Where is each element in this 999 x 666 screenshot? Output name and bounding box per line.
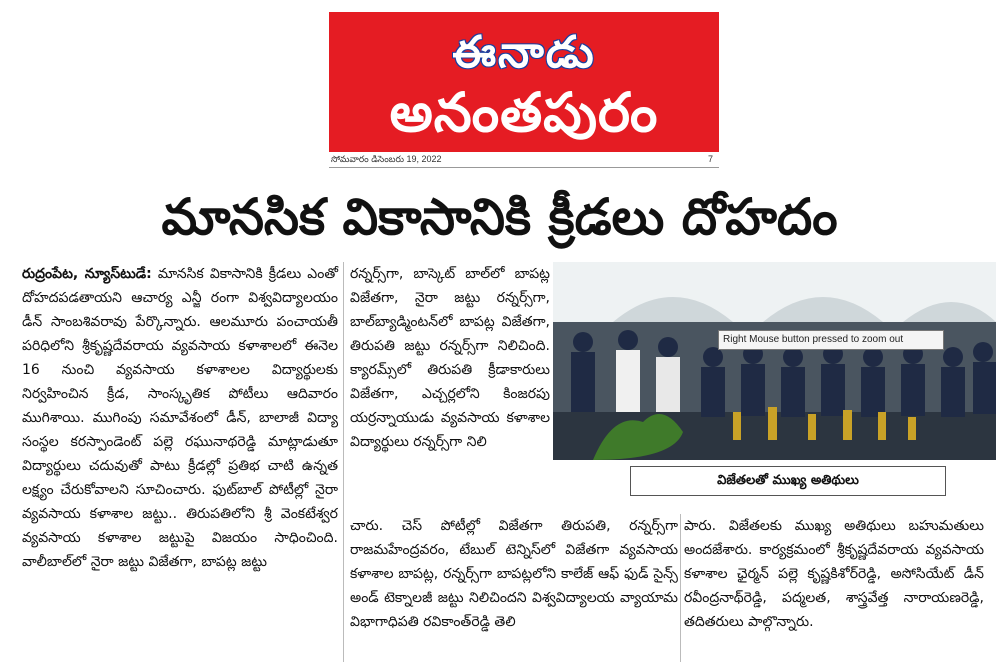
photo-caption: విజేతలతో ముఖ్య అతిథులు: [630, 466, 946, 496]
masthead: [329, 12, 719, 152]
page-number: 7: [707, 154, 713, 164]
article-dateline: రుద్రంపేట, న్యూస్‌టుడే:: [22, 266, 152, 282]
article-body-col1: మానసిక వికాసానికి క్రీడలు ఎంతో దోహదపడతాయని ఆచార్య ఎన్జీ రంగా విశ్వవిద్యాలయం డీన్ సాంబశివరావు పేర్కొన్నారు. ఆలమూరు పంచాయతీ పరిధిలోని శ్రీకృష్ణదేవరాయ వ్యవసాయ కళాశాలలో ఈనెల 16 నుంచి వ్యవసాయ కళాశాలల విద్యార్థులకు నిర్వహించిన క్రీడ, సాంస్కృతిక పోటీలు ఆదివారం ముగిశాయి. ముగింపు సమావేశంలో డీన్, బాలాజీ విద్యా సంస్థల కరస్పాండెంట్ పల్లె రఘునాథరెడ్డి మాట్లాడుతూ విద్యార్థులు చదువుతో పాటు క్రీడల్లో ప్రతిభ చాటి ఉన్నత లక్ష్యం చేరుకోవాలని సూచించారు. ఫుట్‌బాల్ పోటీల్లో నైరా వ్యవసాయ కళాశాల జట్టు.. తిరుపతిలోని శ్రీ వెంకటేశ్వర వ్యవసాయ కళాశాల జట్టుపై విజయం సాధించింది. వాలీబాల్‌లో నైరా జట్టు విజేతగా, బాపట్ల జట్టు: [22, 266, 338, 570]
article-headline: మానసిక వికాసానికి క్రీడలు దోహదం: [161, 188, 838, 246]
article-column-2: [350, 262, 550, 454]
masthead-edition: అనంతపురం: [389, 81, 659, 144]
masthead-brand: ఈనాడు: [452, 27, 596, 78]
column-divider: [343, 262, 344, 662]
column-divider: [680, 514, 681, 662]
article-column-1: [22, 262, 338, 574]
article-body-col3a: చారు. చెస్ పోటీల్లో విజేతగా తిరుపతి, రన్నర్స్‌గా రాజమహేంద్రవరం, టేబుల్ టెన్నిస్‌లో విజేతగా వ్యవసాయ కళాశాల బాపట్ల, రన్నర్స్‌గా బాపట్లలోని కాలేజ్ ఆఫ్ ఫుడ్ సైన్స్ అండ్ టెక్నాలజీ జట్టు నిలిచిందని విశ్వవిద్యాలయ వ్యాయామ విభాగాధిపతి రవికాంత్‌రెడ్డి తెలి: [350, 518, 678, 630]
article-photo: [553, 262, 996, 460]
article-body-col3b: పారు. విజేతలకు ముఖ్య అతిథులు బహుమతులు అందజేశారు. కార్యక్రమంలో శ్రీకృష్ణదేవరాయ వ్యవసాయ కళాశాల ఛైర్మన్ పల్లె కృష్ణకిశోర్‌రెడ్డి, అసోసియేట్ డీన్ రవీంద్రనాథ్‌రెడ్డి, పద్మలత, శాస్త్రవేత్త నారాయణరెడ్డి, తదితరులు పాల్గొన్నారు.: [684, 518, 984, 630]
dateline-bar: [329, 153, 719, 168]
issue-date: సోమవారం డిసెంబరు 19, 2022: [331, 154, 442, 164]
article-column-3a: [350, 514, 678, 634]
article-body-col2: రన్నర్స్‌గా, బాస్కెట్ బాల్‌లో బాపట్ల విజేతగా, నైరా జట్టు రన్నర్స్‌గా, బాల్‌బ్యాడ్మింటన్‌లో బాపట్ల విజేతగా, తిరుపతి జట్టు రన్నర్స్‌గా నిలిచింది. క్యారమ్స్‌లో తిరుపతి క్రీడాకారులు విజేతగా, ఎచ్చర్లలోని కింజరపు యర్రన్నాయుడు వ్యవసాయ కళాశాల విద్యార్థులు రన్నర్స్‌గా నిలి: [350, 266, 550, 450]
group-photo-image: [553, 262, 996, 460]
article-column-3b: [684, 514, 984, 634]
zoom-tooltip: Right Mouse button pressed to zoom out: [718, 330, 944, 350]
